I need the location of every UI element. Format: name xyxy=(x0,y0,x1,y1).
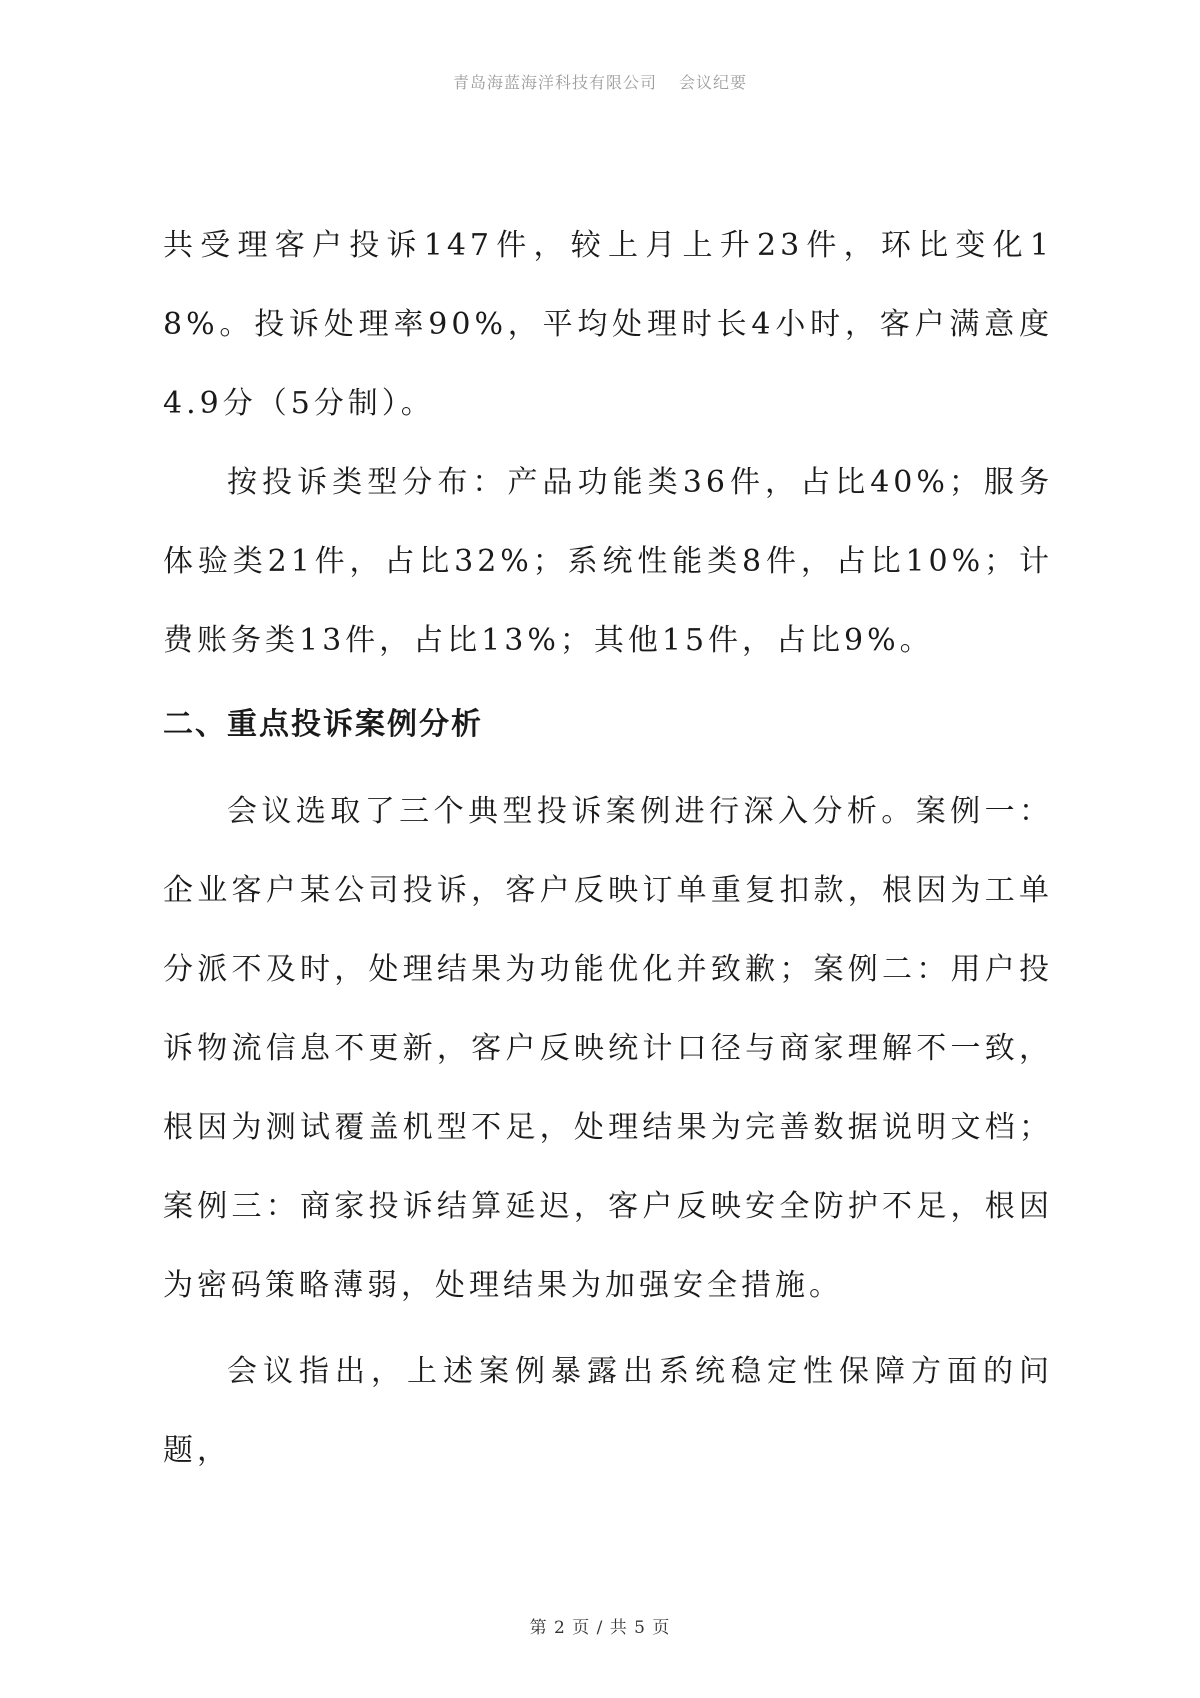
paragraph-complaint-type-distribution: 按投诉类型分布：产品功能类36件，占比40%；服务体验类21件，占比32%；系统性能类8件，占比10%；计费账务类13件，占比13%；其他15件，占比9%。 xyxy=(163,465,1053,658)
paragraph-spacer xyxy=(163,1325,1053,1332)
header-doc-type: 会议纪要 xyxy=(679,73,748,92)
header-company: 青岛海蓝海洋科技有限公司 xyxy=(452,73,657,92)
section-heading-key-cases: 二、重点投诉案例分析 xyxy=(163,707,483,742)
document-body xyxy=(163,206,1053,1490)
paragraph-complaint-summary: 共受理客户投诉147件，较上月上升23件，环比变化18%。投诉处理率90%，平均处理时长4小时，客户满意度4.9分（5分制）。 xyxy=(163,228,1053,421)
running-header xyxy=(0,70,1200,93)
paragraph-case-analysis: 会议选取了三个典型投诉案例进行深入分析。案例一：企业客户某公司投诉，客户反映订单重复扣款，根因为工单分派不及时，处理结果为功能优化并致歉；案例二：用户投诉物流信息不更新，客户反映统计口径与商家理解不一致，根因为测试覆盖机型不足，处理结果为完善数据说明文档；案例三：商家投诉结算延迟，客户反映安全防护不足，根因为密码策略薄弱，处理结果为加强安全措施。 xyxy=(163,794,1053,1303)
page-number: 第 2 页 / 共 5 页 xyxy=(529,1618,671,1638)
paragraph-meeting-conclusion: 会议指出，上述案例暴露出系统稳定性保障方面的问题， xyxy=(163,1354,1053,1468)
